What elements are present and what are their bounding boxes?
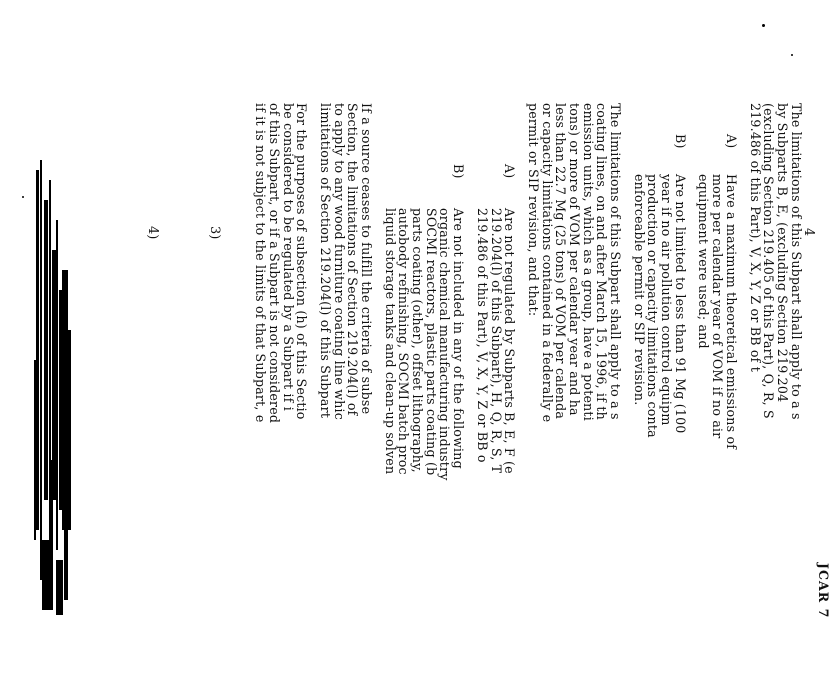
list-item-label: B) — [672, 134, 688, 149]
body-text-line: less than 22.7 Mg (25 tons) of VOM per calenda — [553, 103, 569, 420]
scan-bar — [36, 170, 39, 530]
paragraph-gap — [308, 58, 318, 678]
scan-edge-artifact — [30, 160, 75, 615]
line-text: Are not regulated by Subparts B, E, F (e — [502, 208, 518, 474]
body-text-line: The limitations of this Subpart shall apply to a s — [608, 103, 624, 420]
paragraph-gap — [738, 58, 748, 678]
page-header: JCAR 7 — [816, 563, 831, 619]
body-text-line: to apply to any wood furniture coating line whic — [331, 103, 347, 420]
body-text-line: tons) or more of VOM per calendar year and ha — [567, 103, 582, 416]
scan-bar — [34, 360, 36, 540]
line-text: organic chemical manufacturing industry — [437, 208, 453, 481]
line-text: SOCMI reactors, plastic parts coating (b — [423, 208, 439, 476]
body-text-line: Section, the limitations of Section 219.204(l) of — [345, 103, 361, 416]
body-text-line: of this Subpart, or if a Subpart is not considered — [266, 103, 282, 424]
page-number: 4 — [802, 228, 818, 237]
list-item-line — [724, 58, 738, 678]
paragraph-gap — [516, 58, 526, 678]
scan-bar — [50, 460, 53, 610]
line-text: enforceable permit or SIP revision. — [631, 174, 647, 406]
paragraph-gap — [373, 58, 383, 678]
line-text: autobody refinishing, SOCMI batch proc — [396, 208, 412, 475]
list-item-label: A) — [502, 164, 518, 179]
scan-bar — [42, 540, 50, 610]
line-text: 219.486 of this Part), V, X, Y, Z or BB o — [474, 208, 490, 463]
paragraph-gap — [687, 58, 697, 678]
sublist-item-line — [489, 58, 503, 678]
scan-bar — [44, 200, 48, 500]
list-item-line — [711, 58, 725, 678]
rotated-document-text — [254, 58, 830, 678]
body-text-line: (excluding Section 219.405 of this Part), Q, R, S — [761, 103, 777, 419]
line-text: production or capacity limitations conta — [645, 174, 661, 438]
body-text-line: or capacity limitations contained in a federally e — [539, 103, 555, 423]
line-text: equipment were used; and — [696, 174, 712, 349]
list-item-label: A) — [723, 134, 739, 149]
sublist-item-line — [397, 58, 411, 678]
body-text-line: If a source ceases to fulfill the criteria of subse — [359, 103, 375, 415]
body-text-line: be considered to be regulated by a Subpart if i — [280, 103, 296, 411]
sublist-item-line — [475, 58, 489, 678]
list-item-label: B) — [451, 164, 467, 179]
sublist-item-line — [424, 58, 438, 678]
scan-bar — [40, 160, 42, 580]
line-text: Are not included in any of the following — [451, 208, 467, 469]
body-text-line: limitations of Section 219.204(l) of this Subpart — [318, 103, 333, 419]
body-text-line: emission units, which as a group, have a potenti — [580, 103, 596, 421]
scan-bar — [64, 460, 68, 600]
body-text-line: 219.486 of this Part), V, X, Y, Z or BB of t — [747, 103, 763, 372]
sublist-item-line — [383, 58, 397, 678]
body-text-line: if it is not subject to the limits of that Subpart, e — [253, 103, 269, 423]
scan-bar — [68, 330, 71, 530]
sublist-item-line — [452, 58, 466, 678]
margin-number-4: 4) — [145, 226, 160, 240]
line-text: 219.204(l) of this Subpart), H, Q, R, S, T — [488, 208, 504, 474]
body-text-line: The limitations of this Subpart shall apply to a s — [788, 103, 804, 420]
line-text: Have a maximum theoretical emissions of — [723, 174, 739, 450]
line-text: liquid storage tanks and clean-up solven — [382, 208, 398, 475]
body-text-line: coating lines, on and after March 15, 1996, if th — [594, 103, 610, 420]
list-item-line — [673, 58, 687, 678]
scan-bar — [56, 560, 63, 615]
paragraph-gap — [622, 58, 632, 678]
scan-bar — [56, 220, 58, 550]
list-item-line — [697, 58, 711, 678]
sublist-item-line — [503, 58, 517, 678]
body-text-line: permit or SIP revision, and that: — [525, 103, 541, 317]
list-item-line — [659, 58, 673, 678]
line-text: more per calendar year of VOM if no air — [710, 174, 726, 439]
line-text: year if no air pollution control equipm — [659, 174, 675, 426]
sublist-item-line — [438, 58, 452, 678]
line-text: parts coating (other), offset lithography, — [410, 208, 426, 473]
line-text: Are not limited to less than 91 Mg (100 — [672, 174, 688, 434]
body-text-line: For the purposes of subsection (h) of this Sectio — [294, 103, 310, 420]
margin-number-3: 3) — [207, 226, 222, 240]
body-text-line: by Subparts B, E, (excluding Section 219.204 — [774, 103, 790, 403]
sublist-item-line — [410, 58, 424, 678]
list-item-line — [632, 58, 646, 678]
list-item-line — [646, 58, 660, 678]
paragraph-gap — [465, 58, 475, 678]
